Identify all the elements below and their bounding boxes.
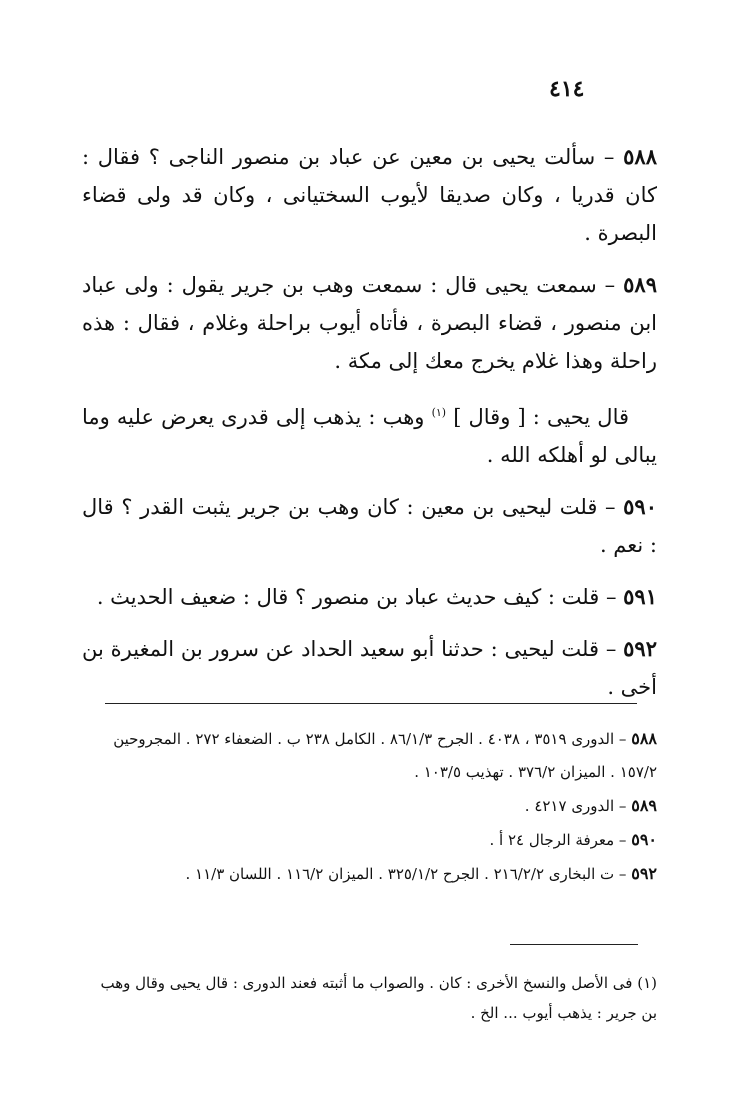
entry-592 bbox=[82, 630, 657, 706]
note-590 bbox=[82, 823, 657, 857]
entry-text: وهب : يذهب إلى قدرى يعرض عليه وما يبالى لو أهلكه الله . bbox=[82, 405, 657, 467]
entry-590 bbox=[82, 488, 657, 564]
note-text: – الدورى ٤٢١٧ . bbox=[524, 797, 627, 815]
note-588 bbox=[82, 722, 657, 789]
entry-589 bbox=[82, 266, 657, 380]
page-number: ٤١٤ bbox=[549, 76, 585, 102]
footnote-text: (١) فى الأصل والنسخ الأخرى : كان . والصواب ما أثبته فعند الدورى : قال يحيى وقال وهب بن جرير : يذهب أيوب ... الخ . bbox=[100, 974, 657, 1022]
entry-589-continuation bbox=[82, 394, 657, 474]
entry-number: ٥٨٨ bbox=[623, 144, 657, 169]
entry-text: – قلت ليحيى بن معين : كان وهب بن جرير يثبت القدر ؟ قال : نعم . bbox=[82, 495, 657, 557]
note-number: ٥٩٢ bbox=[631, 864, 657, 883]
footnote-divider bbox=[510, 944, 638, 945]
note-text: – ت البخارى ٢١٦/٢/٢ . الجرح ٣٢٥/١/٢ . الميزان ١١٦/٢ . اللسان ١١/٣ . bbox=[185, 865, 627, 883]
note-589 bbox=[82, 789, 657, 823]
entry-text: قال يحيى : [ وقال ] bbox=[453, 405, 630, 429]
main-text bbox=[82, 138, 657, 720]
footnote-marker: (١) bbox=[431, 406, 447, 419]
note-592 bbox=[82, 857, 657, 891]
entry-text: – سمعت يحيى قال : سمعت وهب بن جرير يقول : ولى عباد ابن منصور ، قضاء البصرة ، فأتاه أيوب براحلة وغلام ، فقال : هذه راحلة وهذا غلام يخرج معك إلى مكة . bbox=[82, 273, 657, 373]
entry-text: – سألت يحيى بن معين عن عباد بن منصور الناجى ؟ فقال : كان قدريا ، وكان صديقا لأيوب السختيانى ، وكان قد ولى قضاء البصرة . bbox=[82, 145, 657, 245]
note-number: ٥٨٨ bbox=[631, 729, 657, 748]
entry-591 bbox=[82, 578, 657, 616]
note-number: ٥٨٩ bbox=[631, 796, 657, 815]
entry-text: – قلت : كيف حديث عباد بن منصور ؟ قال : ضعيف الحديث . bbox=[96, 585, 617, 609]
entry-588 bbox=[82, 138, 657, 252]
notes-divider bbox=[105, 703, 637, 704]
source-notes bbox=[82, 722, 657, 891]
entry-number: ٥٩١ bbox=[623, 584, 657, 609]
footnote bbox=[82, 968, 657, 1028]
entry-number: ٥٩٠ bbox=[623, 494, 657, 519]
entry-number: ٥٩٢ bbox=[623, 636, 657, 661]
note-text: – معرفة الرجال ٢٤ أ . bbox=[489, 831, 627, 849]
note-number: ٥٩٠ bbox=[631, 830, 657, 849]
entry-text: – قلت ليحيى : حدثنا أبو سعيد الحداد عن سرور بن المغيرة بن أخى . bbox=[82, 637, 657, 699]
entry-number: ٥٨٩ bbox=[623, 272, 657, 297]
note-text: – الدورى ٣٥١٩ ، ٤٠٣٨ . الجرح ٨٦/١/٣ . الكامل ٢٣٨ ب . الضعفاء ٢٧٢ . المجروحين ١٥٧/٢ . الميزان ٣٧٦/٢ . تهذيب ١٠٣/٥ . bbox=[113, 730, 657, 781]
